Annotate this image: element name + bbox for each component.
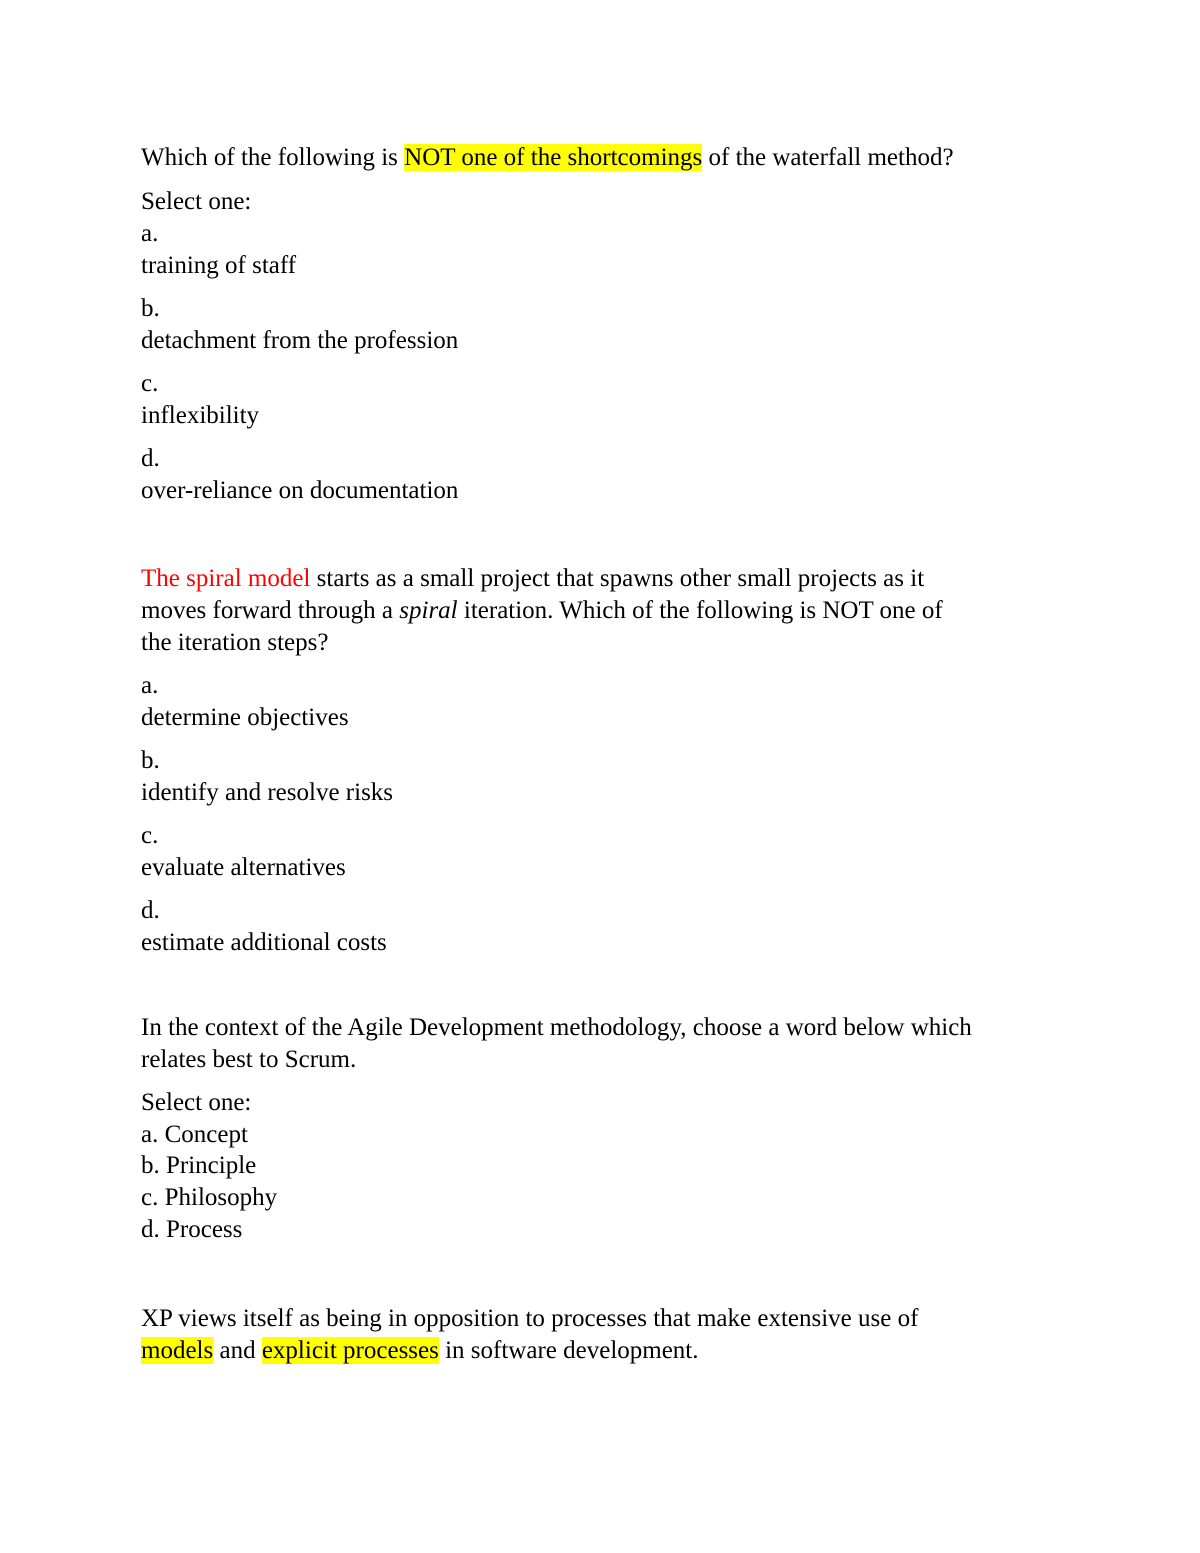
question-2-line-3: the iteration steps? xyxy=(141,629,329,656)
question-4-post: in software development. xyxy=(438,1337,699,1364)
question-2-line-2-pre: moves forward through a xyxy=(141,597,400,624)
question-2-option-b-letter: b. xyxy=(141,747,160,774)
question-1-option-a-letter: a. xyxy=(141,220,159,247)
question-2-line-2-italic: spiral xyxy=(399,597,458,624)
question-2-red-lead: The spiral model xyxy=(141,565,311,592)
question-2-line-1-rest: starts as a small project that spawns other small projects as it xyxy=(310,565,925,592)
question-1-option-d-letter: d. xyxy=(141,445,160,472)
question-1-option-b-letter: b. xyxy=(141,295,160,322)
question-1-option-b-text: detachment from the profession xyxy=(141,327,459,354)
question-1-option-c-letter: c. xyxy=(141,370,159,397)
question-2-option-c-text: evaluate alternatives xyxy=(141,854,346,881)
question-3-line-1: In the context of the Agile Development methodology, choose a word below which xyxy=(141,1014,972,1041)
question-3-line-2: relates best to Scrum. xyxy=(141,1046,357,1073)
question-1-option-c-text: inflexibility xyxy=(141,402,260,429)
question-3-select-label: Select one: xyxy=(141,1089,252,1116)
question-4-highlight-explicit-processes: explicit processes xyxy=(261,1337,439,1364)
question-3-option-c: c. Philosophy xyxy=(141,1184,278,1211)
question-1-stem xyxy=(141,142,954,174)
question-3-option-b: b. Principle xyxy=(141,1152,257,1179)
question-2-option-a-text: determine objectives xyxy=(141,704,349,731)
question-1-option-d-text: over-reliance on documentation xyxy=(141,477,459,504)
question-1-stem-pre: Which of the following is xyxy=(141,144,405,171)
question-2-line-1 xyxy=(141,563,924,595)
question-3-option-d: d. Process xyxy=(141,1216,243,1243)
question-1-select-label: Select one: xyxy=(141,188,252,215)
question-1-option-a-text: training of staff xyxy=(141,252,297,279)
question-4-line-2 xyxy=(141,1335,699,1367)
question-2-option-b-text: identify and resolve risks xyxy=(141,779,394,806)
question-3-option-a: a. Concept xyxy=(141,1121,248,1148)
question-2-line-2 xyxy=(141,595,943,627)
question-2-line-2-post: iteration. Which of the following is NOT one of xyxy=(457,597,943,624)
question-2-option-c-letter: c. xyxy=(141,822,159,849)
question-4-highlight-models: models xyxy=(141,1337,214,1364)
question-1-stem-post: of the waterfall method? xyxy=(702,144,954,171)
question-2-option-d-text: estimate additional costs xyxy=(141,929,387,956)
question-4-line-1: XP views itself as being in opposition to processes that make extensive use of xyxy=(141,1305,919,1332)
question-2-option-d-letter: d. xyxy=(141,897,160,924)
question-2-option-a-letter: a. xyxy=(141,672,159,699)
question-1-stem-highlight: NOT one of the shortcomings xyxy=(404,144,703,171)
question-4-mid: and xyxy=(213,1337,262,1364)
